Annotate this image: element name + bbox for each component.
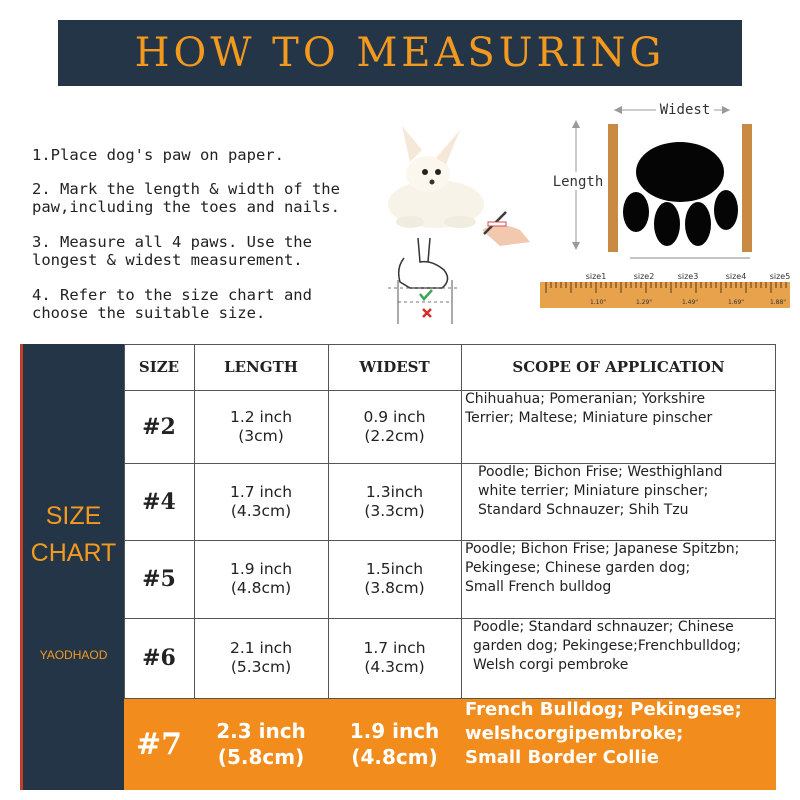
scope-line: white terrier; Miniature pinscher; bbox=[478, 483, 709, 499]
length-cm: (4.3cm) bbox=[230, 501, 292, 520]
size-chart-title-line: CHART bbox=[30, 539, 117, 567]
puppy-eye bbox=[422, 169, 428, 175]
ruler-value-label: 1.69" bbox=[727, 299, 745, 306]
column-header-widest: WIDEST bbox=[359, 358, 430, 376]
length-inch: 1.2 inch bbox=[229, 407, 293, 426]
length-inch: 1.9 inch bbox=[229, 560, 293, 578]
size-chart-title bbox=[23, 498, 124, 572]
ruler-size-label: size1 bbox=[585, 272, 607, 281]
scope-line: Small Border Collie bbox=[465, 747, 659, 768]
ruler-size-label: size5 bbox=[769, 272, 790, 281]
widest-cm: (4.3cm) bbox=[364, 658, 425, 676]
scope-cell-highlight bbox=[461, 698, 776, 790]
puppy-eye bbox=[435, 169, 441, 175]
size-cell: #5 bbox=[142, 566, 176, 592]
instruction-step-3: 3. Measure all 4 paws. Use the longest & widest measurement. bbox=[32, 233, 312, 269]
length-inch: 2.1 inch bbox=[229, 639, 293, 657]
ruler-value-label: 1.10" bbox=[589, 299, 607, 306]
paw-toe bbox=[623, 192, 649, 232]
paw-pad bbox=[636, 142, 724, 202]
paw-size-diagram bbox=[540, 96, 790, 316]
size-chart-side-panel bbox=[20, 344, 124, 790]
size-chart-table bbox=[124, 344, 776, 790]
instruction-step-1: 1.Place dog's paw on paper. bbox=[32, 146, 284, 164]
paw-toe bbox=[714, 190, 738, 230]
instruction-step-4: 4. Refer to the size chart and choose the suitable size. bbox=[32, 286, 312, 322]
column-header-size: SIZE bbox=[138, 358, 180, 376]
ruler-value-label: 1.88" bbox=[769, 299, 787, 306]
scope-line: Poodle; Standard schnauzer; Chinese bbox=[473, 619, 734, 635]
widest-inch: 0.9 inch bbox=[363, 407, 426, 426]
scope-line: Small French bulldog bbox=[465, 579, 612, 595]
widest-cell-highlight bbox=[328, 698, 461, 790]
widest-inch: 1.7 inch bbox=[363, 639, 426, 657]
widest-cm: (4.8cm) bbox=[351, 745, 438, 769]
size-cell: #4 bbox=[142, 488, 176, 515]
puppy-leg bbox=[444, 216, 476, 228]
scope-cell bbox=[461, 540, 776, 618]
length-cm: (5.3cm) bbox=[230, 658, 292, 676]
ruler-value-label: 1.29" bbox=[635, 299, 653, 306]
header-banner bbox=[58, 20, 742, 86]
length-cm: (3cm) bbox=[238, 426, 284, 445]
length-cell bbox=[194, 390, 328, 463]
size-cell-highlight: #7 bbox=[135, 726, 182, 762]
puppy-ear-left bbox=[402, 126, 422, 162]
brand-name: YAODHAOD bbox=[39, 648, 108, 662]
instruction-step-2: 2. Mark the length & width of the paw,including the toes and nails. bbox=[32, 180, 340, 216]
column-header-length: LENGTH bbox=[224, 358, 298, 376]
column-header-scope: SCOPE OF APPLICATION bbox=[512, 358, 725, 376]
paw-toe bbox=[654, 202, 680, 246]
puppy-nose bbox=[430, 180, 435, 185]
scope-line: Poodle; Bichon Frise; Westhighland bbox=[478, 464, 723, 480]
length-cell bbox=[194, 618, 328, 698]
widest-inch: 1.9 inch bbox=[349, 719, 440, 743]
paw-outline bbox=[399, 238, 448, 288]
ruler-size-labels bbox=[586, 272, 790, 281]
check-icon bbox=[420, 290, 432, 299]
scope-line: garden dog; Pekingese;Frenchbulldog; bbox=[473, 638, 741, 654]
scope-line: Pekingese; Chinese garden dog; bbox=[465, 560, 691, 576]
scope-line: French Bulldog; Pekingese; bbox=[465, 699, 742, 720]
widest-label: Widest bbox=[659, 102, 711, 118]
scope-line: Standard Schnauzer; Shih Tzu bbox=[478, 502, 689, 518]
scope-line: Chihuahua; Pomeranian; Yorkshire bbox=[465, 391, 706, 407]
scope-line: welshcorgipembroke; bbox=[465, 723, 684, 744]
widest-cell bbox=[328, 540, 461, 618]
length-label: Length bbox=[552, 174, 604, 190]
scope-cell bbox=[461, 618, 776, 698]
scope-line: Welsh corgi pembroke bbox=[473, 657, 629, 673]
widest-cm: (3.8cm) bbox=[364, 579, 425, 597]
size-cell: #6 bbox=[142, 645, 176, 671]
paw-mark bbox=[488, 222, 506, 226]
page-title: HOW TO MEASURING bbox=[134, 30, 666, 76]
length-cell-highlight bbox=[194, 698, 328, 790]
wood-guide-right bbox=[742, 124, 752, 252]
ruler-size-label: size4 bbox=[725, 272, 747, 281]
puppy-ear-right bbox=[436, 130, 460, 164]
paw-toe bbox=[685, 202, 711, 246]
ruler-size-label: size2 bbox=[633, 272, 655, 281]
widest-cell bbox=[328, 618, 461, 698]
length-inch: 2.3 inch bbox=[216, 719, 306, 743]
widest-cell bbox=[328, 463, 461, 540]
length-cell bbox=[194, 463, 328, 540]
length-cell bbox=[194, 540, 328, 618]
ruler bbox=[540, 282, 790, 308]
scope-cell bbox=[461, 390, 776, 463]
scope-line: Terrier; Maltese; Miniature pinscher bbox=[465, 410, 713, 426]
widest-inch: 1.3inch bbox=[365, 482, 424, 501]
ruler-value-label: 1.49" bbox=[681, 299, 699, 306]
length-inch: 1.7 inch bbox=[229, 482, 293, 501]
size-chart-title-line: SIZE bbox=[45, 502, 102, 530]
ruler-size-label: size3 bbox=[677, 272, 699, 281]
length-cm: (4.8cm) bbox=[230, 579, 292, 597]
size-cell: #2 bbox=[142, 413, 176, 440]
puppy-leg bbox=[396, 216, 424, 228]
dog-paw-measure-illustration bbox=[370, 112, 550, 332]
widest-cm: (3.3cm) bbox=[364, 501, 425, 520]
widest-cm: (2.2cm) bbox=[364, 426, 425, 445]
widest-cell bbox=[328, 390, 461, 463]
widest-inch: 1.5inch bbox=[365, 560, 424, 578]
scope-cell bbox=[461, 463, 776, 540]
cross-icon bbox=[423, 309, 431, 317]
scope-line: Poodle; Bichon Frise; Japanese Spitzbn; bbox=[465, 541, 740, 557]
wood-guide-left bbox=[608, 124, 618, 252]
length-cm: (5.8cm) bbox=[217, 745, 305, 769]
